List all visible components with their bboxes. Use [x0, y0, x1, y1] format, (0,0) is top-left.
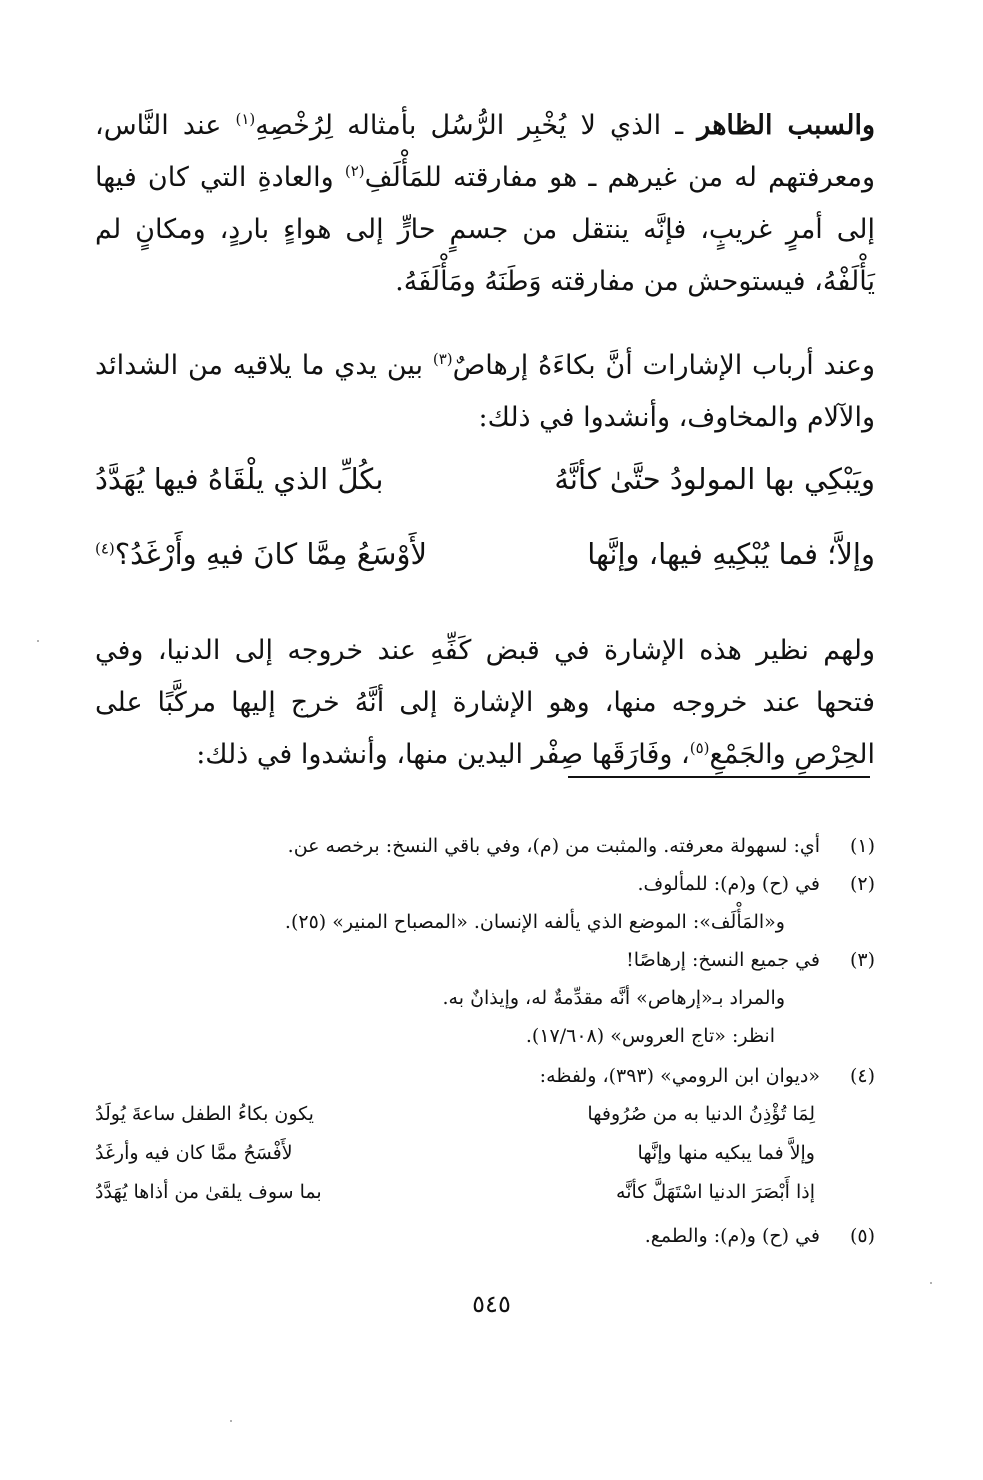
footnote-2-text: في (ح) و(م): للمألوف.	[637, 873, 820, 895]
verse-2-second-hemistich	[95, 537, 427, 571]
footnote-2-number: (٢)	[849, 873, 875, 895]
footnote-5-text: في (ح) و(م): والطمع.	[644, 1225, 820, 1247]
paragraph-1-text: عند النَّاس، ومعرفتهم له من غيرهم ـ هو مفارقته للمَأْلَفِ	[95, 110, 875, 193]
footnote-5-number: (٥)	[849, 1225, 875, 1247]
footnote-ref-1[interactable]: (١)	[235, 110, 256, 128]
footnote-4-verse-1	[95, 1096, 815, 1132]
footnote-4-verse-3	[95, 1174, 815, 1210]
footnote-3-continued	[95, 980, 875, 1016]
verse-1-second-hemistich: بكُلِّ الذي يلْقَاهُ فيها يُهَدَّدُ	[95, 462, 384, 496]
scan-speck	[230, 1420, 232, 1422]
paragraph-1-text: ـ الذي لا يُخْبِر الرُّسُل بأمثاله لِرُخْصِهِ	[255, 110, 698, 141]
footnote-2-note: و«المَأْلَف»: الموضع الذي يألفه الإنسان. «المصباح المنير» (٢٥).	[284, 911, 785, 933]
footnote-2-continued	[95, 904, 875, 940]
footnote-4-text: «ديوان ابن الرومي» (٣٩٣)، ولفظه:	[539, 1065, 820, 1087]
footnote-3-source: انظر: «تاج العروس» (١٧/٦٠٨).	[525, 1025, 775, 1047]
footnote-4	[95, 1058, 875, 1094]
footnote-ref-2[interactable]: (٢)	[344, 162, 365, 180]
footnote-ref-4[interactable]: (٤)	[95, 539, 115, 558]
footnote-ref-3[interactable]: (٣)	[432, 350, 453, 368]
footnote-3-reference	[95, 1018, 875, 1054]
scan-speck	[37, 640, 39, 642]
verse-2-first-hemistich: وإلاَّ؛ فما يُبْكِيهِ فيها، وإنَّها	[587, 537, 875, 571]
footnote-ref-5[interactable]: (٥)	[689, 739, 710, 757]
footnote-4-verse-2	[95, 1135, 815, 1171]
paragraph-2-text: بين يدي ما يلاقيه من الشدائد والآلام والمخاوف، وأنشدوا في ذلك:	[95, 350, 875, 433]
paragraph-1-text: والعادةِ التي كان فيها إلى أمرٍ غريبٍ، فإنَّه ينتقل من جسمٍ حارٍّ إلى هواءٍ باردٍ، ومكانٍ لم يَأْلَفْهُ، فيستوحش من مفارقته وَطَنَهُ ومَأْلَفَهُ.	[95, 162, 875, 297]
paragraph-3-text: ولهم نظير هذه الإشارة في قبض كَفِّهِ عند خروجه إلى الدنيا، وفي فتحها عند خروجه منها، وهو الإشارة إلى أنَّهُ خرج إليها مركَّبًا على الحِرْصِ والجَمْعِ	[95, 635, 875, 770]
paragraph-1-lead: والسبب الظاهر	[697, 110, 876, 141]
footnote-2	[95, 866, 875, 902]
footnote-separator	[568, 776, 870, 778]
verse-line-1	[95, 462, 875, 522]
verse-1-first-hemistich: ويَبْكِي بها المولودُ حتَّىٰ كأنَّهُ	[554, 462, 875, 496]
footnote-4-verse-3-second: بما سوف يلقىٰ من أذاها يُهَدَّدُ	[95, 1181, 322, 1203]
verse-2-second-text: لأَوْسَعُ مِمَّا كانَ فيهِ وأَرْغَدُ؟	[114, 537, 428, 571]
footnote-1-text: أي: لسهولة معرفته. والمثبت من (م)، وفي باقي النسخ: برخصه عن.	[287, 835, 820, 857]
scan-speck	[930, 1282, 932, 1284]
footnote-4-verse-2-first: وإلاَّ فما يبكيه منها وإنَّها	[637, 1142, 815, 1164]
paragraph-2-text: وعند أرباب الإشارات أنَّ بكاءَهُ إرهاصٌ	[452, 350, 875, 381]
footnote-4-verse-1-first: لِمَا تُؤْذِنُ الدنيا به من صُرُوفها	[587, 1103, 815, 1125]
footnote-5	[95, 1218, 875, 1254]
footnote-4-verse-2-second: لأَفْسَحُ ممَّا كان فيه وأرغَدُ	[95, 1142, 293, 1164]
footnote-3-number: (٣)	[849, 949, 875, 971]
footnote-3-note: والمراد بـ«إرهاص» أنَّه مقدِّمةٌ له، وإيذانٌ به.	[442, 987, 785, 1009]
footnote-3-text: في جميع النسخ: إرهاصًا!	[626, 949, 820, 971]
verse-line-2	[95, 537, 875, 597]
footnote-4-number: (٤)	[849, 1065, 875, 1087]
footnote-4-verse-1-second: يكون بكاءُ الطفل ساعةَ يُولَدُ	[95, 1103, 314, 1125]
paragraph-1	[95, 100, 875, 308]
paragraph-3	[95, 625, 875, 781]
footnote-4-verse-3-first: إذا أَبْصَرَ الدنيا اسْتَهَلَّ كأنَّه	[616, 1181, 815, 1203]
footnote-1	[95, 828, 875, 864]
footnote-1-number: (١)	[849, 835, 875, 857]
footnote-3	[95, 942, 875, 978]
paragraph-3-text: ، وفَارَقَها صِفْر اليدين منها، وأنشدوا في ذلك:	[196, 739, 690, 770]
paragraph-2	[95, 340, 875, 444]
page-number: ٥٤٥	[472, 1290, 511, 1318]
